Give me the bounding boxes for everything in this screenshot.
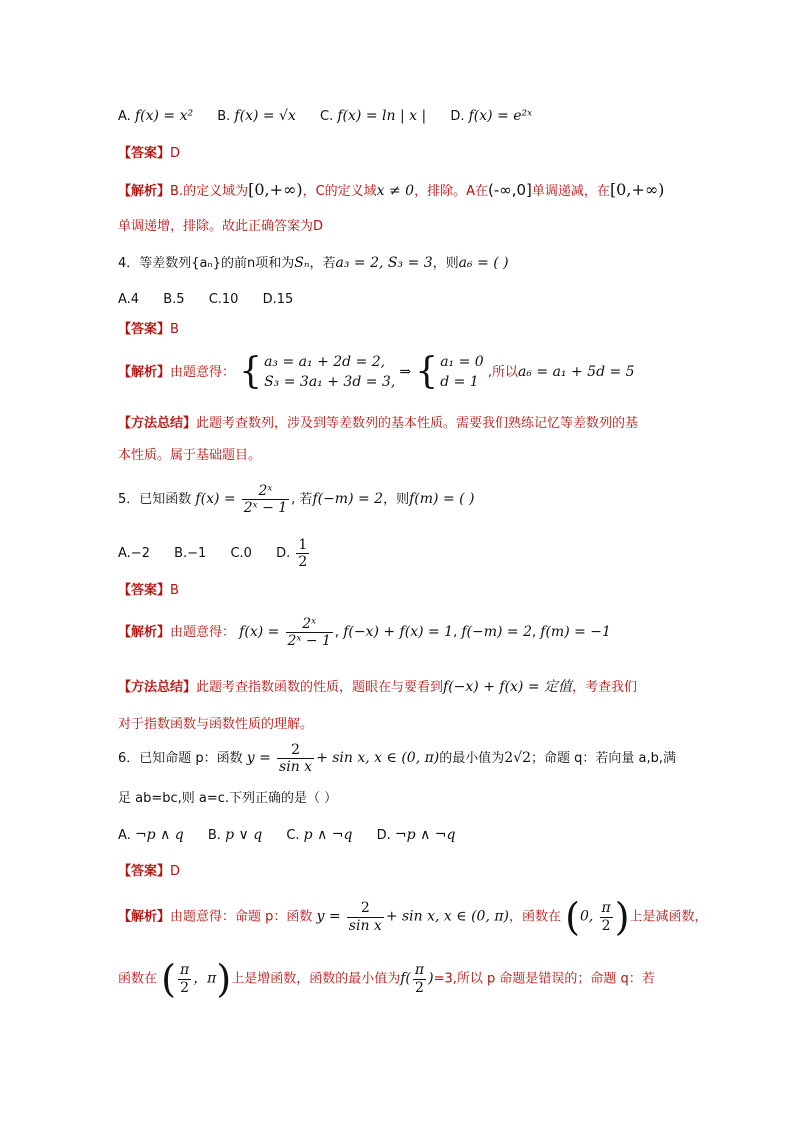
q6-option-b: B. p ∨ q: [207, 827, 263, 843]
q5-option-c: C.0: [230, 546, 252, 562]
q6-option-d: D. ¬p ∧ ¬q: [376, 827, 456, 843]
q3-option-b: B. f(x) = √x: [217, 108, 296, 124]
q6-answer: 【答案】D: [118, 864, 181, 879]
q4-option-a: A.4: [118, 292, 140, 307]
q5-summary-line1: 【方法总结】此题考查指数函数的性质，题眼在与要看到f(−x) + f(x) = 定值，考查我们: [118, 679, 638, 695]
q4-summary-line2: 本性质。属于基础题目。: [118, 448, 262, 463]
q4-system-2: { a₁ = 0 d = 1: [415, 351, 484, 393]
q5-option-b: B.−1: [174, 546, 207, 562]
q6-analysis-line2: 函数在 ( $\frac{\pi}{2}$ ，π)上是增函数，函数的最小值为f( $\frac{\pi}{2}$ )=3,所以 p 命题是错误的；命题 q：若: [118, 957, 655, 1001]
q5-options: [118, 537, 331, 570]
q6-option-c: C. p ∧ ¬q: [286, 827, 353, 843]
q5-analysis: 【解析】由题意得： f(x) = $\frac{\text{2ˣ}}{\text{2ˣ − 1}}$ , f(−x) + f(x) = 1, f(−m) = 2, f(m) = −1: [118, 616, 611, 650]
q5-stem: 5．已知函数 f(x) = $\frac{\text{2ˣ}}{\text{2ˣ − 1}}$ , 若f(−m) = 2，则f(m) = ( ): [118, 483, 475, 517]
q5-fraction: $\frac{\text{2ˣ}}{\text{2ˣ − 1}}$: [243, 483, 288, 517]
q4-option-d: D.15: [262, 292, 294, 307]
q5-summary-line2: 对于指数函数与函数性质的理解。: [118, 717, 314, 732]
q3-option-d: D. f(x) = e²ˣ: [450, 108, 533, 124]
q4-system-1: { a₃ = a₁ + 2d = 2, S₃ = 3a₁ + 3d = 3,: [239, 351, 396, 393]
q6-option-a: A. ¬p ∧ q: [118, 827, 184, 843]
q6-stem-line2: 足 ab=bc,则 a=c.下列正确的是（ ）: [118, 791, 338, 806]
q4-option-b: B.5: [163, 292, 185, 307]
q3-answer: 【答案】D: [118, 146, 181, 161]
q4-options: [118, 292, 313, 308]
q4-answer: 【答案】B: [118, 322, 179, 337]
q3-options: [118, 108, 552, 125]
q3-analysis-line2: 单调递增，排除。故此正确答案为D: [118, 219, 324, 234]
q4-stem: 4．等差数列{aₙ}的前n项和为Sₙ，若a₃ = 2, S₃ = 3，则a₆ = ( ): [118, 255, 509, 271]
q4-summary-line1: 【方法总结】此题考查数列，涉及到等差数列的基本性质。需要我们熟练记忆等差数列的基: [118, 416, 639, 431]
q4-option-c: C.10: [208, 292, 239, 307]
q4-analysis: 【解析】由题意得： { a₃ = a₁ + 2d = 2, S₃ = 3a₁ + 3d = 3, ⇒ { a₁ = 0 d = 1 ,所以a₆ = a₁ + 5d = 5: [118, 351, 635, 393]
q6-stem-line1: 6．已知命题 p：函数 y = $\frac{2}{\text{sin x}}$ + sin x, x ∈ (0, π)的最小值为2√2；命题 q：若向量 a,b,满: [118, 742, 677, 776]
q3-analysis-line1: 【解析】B.的定义域为[0,+∞)，C的定义域x ≠ 0，排除。A在(-∞,0]单调递减，在[0,+∞): [118, 180, 665, 199]
q5-option-a: A.−2: [118, 546, 150, 562]
q5-answer: 【答案】B: [118, 583, 179, 598]
q6-analysis-line1: 【解析】由题意得：命题 p：函数 y = $\frac{2}{\text{sin x}}$ + sin x, x ∈ (0, π)，函数在 (0, $\frac{\pi}{2}$ )上是减函数，: [118, 895, 708, 939]
q5-option-d: D. $\frac{1}{2}$: [276, 537, 308, 571]
q3-option-c: C. f(x) = ln | x |: [320, 108, 427, 124]
q3-option-a: A. f(x) = x²: [118, 108, 194, 124]
q6-options: [118, 827, 475, 844]
